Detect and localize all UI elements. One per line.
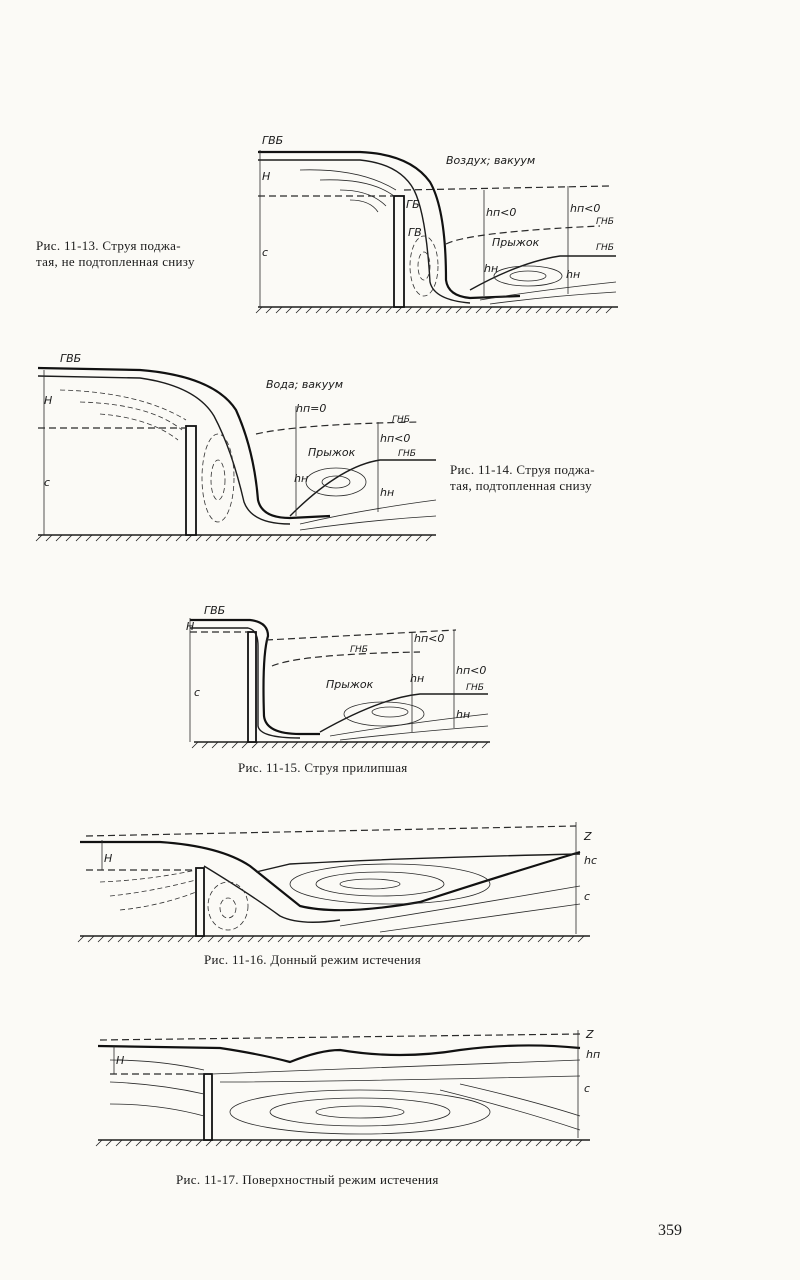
bottom-roller-inner [270, 1098, 450, 1126]
water-surface [98, 1045, 580, 1062]
pryzhok-label: Прыжок [326, 678, 374, 691]
c-label: c [44, 476, 51, 489]
figure-caption: Рис. 11-15. Струя прилипшая [238, 760, 408, 775]
hp-label: hп<0 [486, 206, 517, 219]
jump-roller-inner [510, 271, 546, 281]
figure-11-14 [0, 340, 800, 560]
hn-label: hн [380, 486, 395, 499]
gvb-label: ГВБ [204, 604, 226, 617]
ground-hatch [78, 936, 584, 942]
pryzhok-label: Прыжок [308, 446, 356, 459]
weir-wall [196, 868, 204, 936]
bottom-roller-core [316, 1106, 404, 1118]
energy-line [86, 826, 576, 836]
hp-label: hп<0 [414, 632, 445, 645]
weir-wall [394, 196, 404, 307]
vozduh-label: Воздух; вакуум [446, 154, 536, 167]
ground-hatch [36, 535, 432, 541]
approach-streamlines [100, 870, 196, 910]
jump-roller-inner [372, 707, 408, 717]
hp0-label: hп=0 [296, 402, 327, 415]
nappe-upper [258, 152, 520, 298]
figure-11-16 [0, 806, 800, 946]
caption-line: тая, подтопленная снизу [450, 478, 592, 493]
figure-11-17 [0, 1020, 800, 1160]
tailwater-surface [256, 854, 580, 872]
gvb-label: ГВБ [60, 352, 82, 365]
hn-label: hн [456, 708, 471, 721]
c-label: c [194, 686, 201, 699]
cavity-vortex [202, 434, 234, 522]
surface-roller-core [340, 879, 400, 889]
hn-label: hн [410, 672, 425, 685]
jump-roller [306, 468, 366, 496]
gv-label: ГВ [408, 226, 422, 239]
jump-roller [494, 266, 562, 286]
figure-caption: Рис. 11-17. Поверхностный режим истечения [176, 1172, 439, 1187]
nappe-lower [258, 160, 470, 303]
cavity-vortex [410, 236, 438, 296]
hp-label: hп [586, 1048, 601, 1061]
cavity-vortex-inner [211, 460, 225, 500]
nappe-lower [190, 628, 300, 738]
weir-wall [204, 1074, 212, 1140]
c-label: c [584, 1082, 591, 1095]
figure-11-15 [0, 596, 800, 756]
h-label: H [104, 852, 113, 865]
gnb-label: ГНБ [596, 217, 614, 227]
energy-line [100, 1034, 580, 1040]
nappe-lower [38, 376, 290, 524]
caption-line: тая, не подтопленная снизу [36, 254, 195, 269]
hp-label: hп<0 [456, 664, 487, 677]
nappe-lower [204, 866, 340, 922]
z-label: Z [586, 1028, 594, 1041]
bottom-roller [230, 1090, 490, 1134]
h-label: H [44, 394, 53, 407]
surface-roller [290, 864, 490, 904]
hn-label: hн [566, 268, 581, 281]
hp-label: hп<0 [380, 432, 411, 445]
gnb-label: ГНБ [392, 415, 410, 425]
approach-streamlines [300, 170, 396, 212]
h-label: H [186, 620, 195, 633]
tailwater-line-dashed [272, 652, 420, 666]
bottom-vortex-inner [220, 898, 236, 918]
gnb-label: ГНБ [350, 645, 368, 655]
hc-label: hс [584, 854, 598, 867]
reference-line [404, 186, 610, 190]
gnb-label: ГНБ [398, 449, 416, 459]
downstream-streamlines [440, 1084, 580, 1130]
caption-line: Рис. 11-14. Струя поджа- [450, 462, 595, 477]
gnb-label: ГНБ [466, 683, 484, 693]
weir-wall [248, 632, 256, 742]
h-label: H [262, 170, 271, 183]
ground-hatch [256, 307, 612, 313]
c-label: c [584, 890, 591, 903]
ground-hatch [192, 742, 488, 748]
surface-roller-inner [316, 872, 444, 896]
downstream-streamlines [480, 282, 616, 304]
voda-label: Вода; вакуум [266, 378, 344, 391]
pryzhok-label: Прыжок [492, 236, 540, 249]
hn-label: hн [294, 472, 309, 485]
surface-streamlines [110, 1060, 580, 1116]
gnb-label: ГНБ [596, 243, 614, 253]
downstream-streamlines [300, 500, 436, 530]
ground-hatch [96, 1140, 582, 1146]
c-label: c [262, 246, 269, 259]
caption-line: Рис. 11-13. Струя поджа- [36, 238, 181, 253]
page-number: 359 [658, 1222, 682, 1239]
h-label: H [116, 1054, 125, 1067]
gb-label: ГБ [406, 198, 420, 211]
approach-streamlines [60, 390, 186, 440]
gvb-label: ГВБ [262, 134, 284, 147]
figure-caption: Рис. 11-16. Донный режим истечения [204, 952, 421, 967]
hn-label: hн [484, 262, 499, 275]
figure-11-13 [0, 0, 800, 330]
z-label: Z [584, 830, 592, 843]
weir-wall [186, 426, 196, 535]
hp-label: hп<0 [570, 202, 601, 215]
